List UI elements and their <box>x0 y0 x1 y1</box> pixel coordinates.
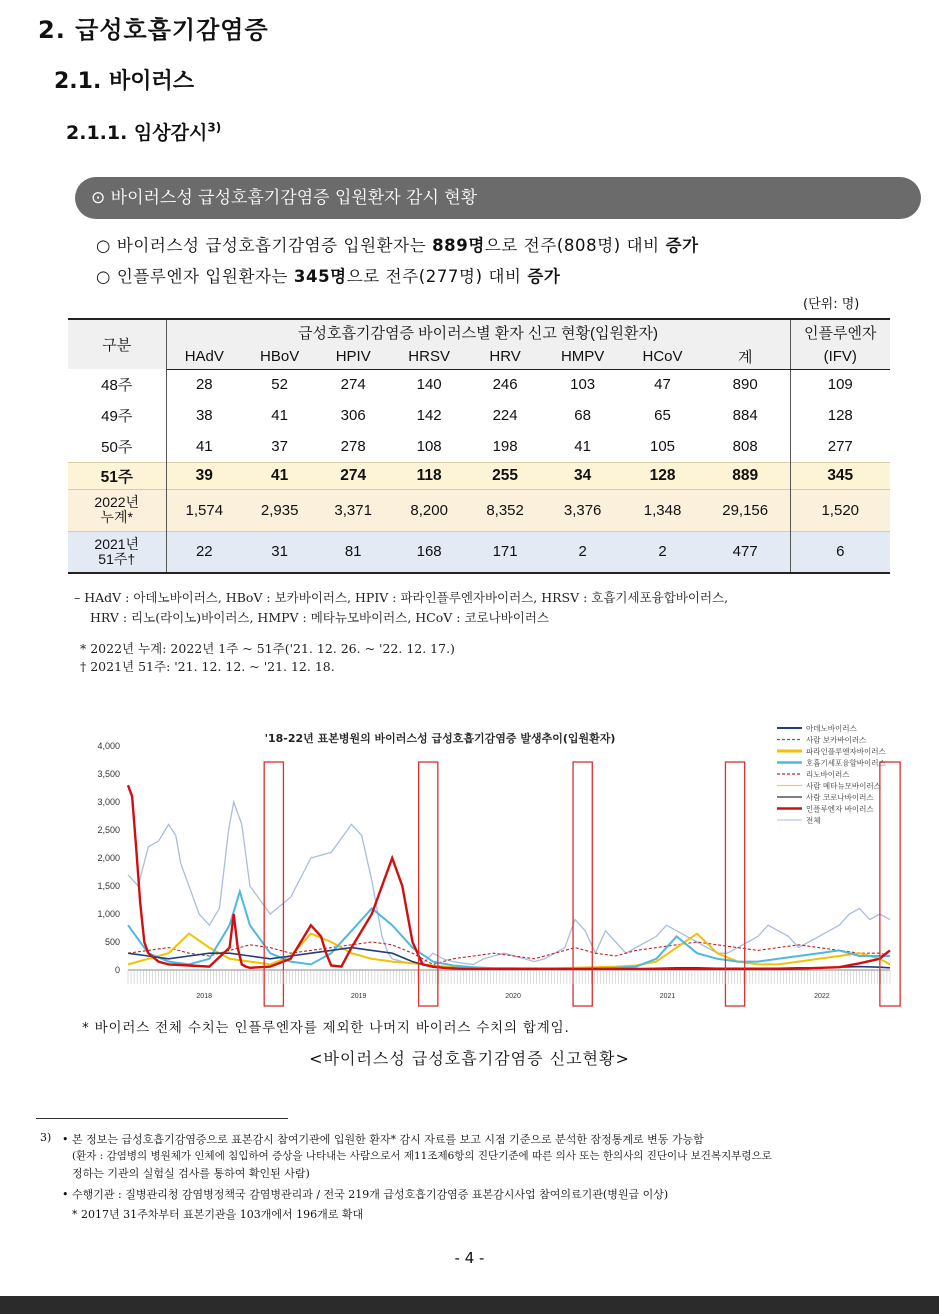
table-cell: 8,352 <box>469 489 541 531</box>
col-header: HRSV <box>389 345 469 369</box>
row-label: 49주 <box>68 400 166 431</box>
year-label: 2019 <box>350 993 367 1000</box>
legend-label: 호흡기세포융합바이러스 <box>806 758 886 768</box>
table-row <box>68 531 890 573</box>
table-cell: 142 <box>416 407 442 424</box>
table-row <box>68 489 890 531</box>
col-header: HCoV <box>624 345 701 369</box>
col-header: HAdV <box>166 345 242 369</box>
footnote-line: • 수행기관 : 질병관리청 감염병정책국 감염병관리과 / 전국 219개 급성호흡기감염증 표본감시사업 참여의료기관(병원급 이상) <box>62 1188 669 1201</box>
table-cell: 8,200 <box>389 489 469 531</box>
table-cell: 171 <box>469 531 541 573</box>
table-cell: 278 <box>340 437 366 455</box>
y-tick-label: 0 <box>114 965 120 975</box>
row-label: 50주 <box>68 431 166 462</box>
table-cell: 22 <box>166 531 242 573</box>
table-cell: 246 <box>492 376 518 394</box>
table-cell: 274 <box>340 376 366 394</box>
legend-label: 파라인플루엔자바이러스 <box>806 747 886 756</box>
footnote-divider <box>36 1118 288 1119</box>
legend-label: 아데노바이러스 <box>806 724 857 733</box>
table-cell: 274 <box>317 462 389 489</box>
figure-caption: <바이러스성 급성호흡기감염증 신고현황> <box>309 1049 630 1068</box>
surveillance-table <box>68 318 890 574</box>
table-cell: 1,574 <box>166 489 242 531</box>
cum-note: * 2022년 누계: 2022년 1주 ~ 51주('21. 12. 26. ~ '22. 12. 17.) <box>80 641 455 656</box>
prev-note: † 2021년 51주: '21. 12. 12. ~ '21. 12. 18. <box>80 659 335 674</box>
table-cell: 41 <box>271 407 288 424</box>
table-cell: 29,156 <box>701 489 790 531</box>
series-line <box>128 785 890 969</box>
highlight-box <box>419 762 438 1006</box>
table-cell: 884 <box>701 400 790 431</box>
year-label: 2021 <box>659 993 676 1000</box>
col-header: HMPV <box>541 345 624 369</box>
legend-label: 전체 <box>806 816 821 825</box>
highlight-box <box>880 762 900 1006</box>
legend-label: 사람 코로나바이러스 <box>806 793 874 802</box>
table-cell: 198 <box>492 437 518 455</box>
row-label: 51주 <box>68 462 166 489</box>
chart-note: * 바이러스 전체 수치는 인플루엔자를 제외한 나머지 바이러스 수치의 합계임. <box>82 1020 570 1036</box>
table-cell: 108 <box>416 437 442 455</box>
table-cell: 345 <box>790 462 890 489</box>
table-cell: 2 <box>624 531 701 573</box>
y-tick-label: 3,000 <box>97 797 120 807</box>
legend-label: 인플루엔자 바이러스 <box>806 804 874 814</box>
table-cell: 105 <box>650 437 676 455</box>
y-tick-label: 4,000 <box>97 741 120 751</box>
table-cell: 3,376 <box>541 489 624 531</box>
y-tick-label: 2,000 <box>97 853 120 863</box>
footnote-mark: 3) <box>40 1131 52 1144</box>
section-heading: 2. 급성호흡기감염증 <box>38 16 269 44</box>
table-cell: 2 <box>541 531 624 573</box>
table-cell: 2,935 <box>242 489 317 531</box>
trend-chart <box>80 718 910 1008</box>
table-cell: 1,348 <box>624 489 701 531</box>
table-row <box>68 431 890 462</box>
y-tick-label: 500 <box>104 937 120 947</box>
virus-group-header: 급성호흡기감염증 바이러스별 환자 신고 현황(입원환자) <box>166 319 790 345</box>
table-cell: 128 <box>624 462 701 489</box>
table-cell: 39 <box>166 462 242 489</box>
footnote-line: * 2017년 31주차부터 표본기관을 103개에서 196개로 확대 <box>72 1208 364 1221</box>
chart-title: '18-22년 표본병원의 바이러스성 급성호흡기감염증 발생추이(입원환자) <box>264 732 616 745</box>
table-cell: 41 <box>574 437 591 455</box>
table-cell: 128 <box>827 407 853 424</box>
col-group-header: 구분 <box>68 319 166 369</box>
bottom-bar <box>0 1296 939 1314</box>
table-cell: 890 <box>701 369 790 400</box>
summary-banner: ⊙ 바이러스성 급성호흡기감염증 입원환자 감시 현황 <box>75 177 921 219</box>
table-cell: 1,520 <box>790 489 890 531</box>
unit-label: (단위: 명) <box>803 297 860 312</box>
series-line <box>128 892 890 969</box>
series-line <box>128 802 890 964</box>
table-cell: 889 <box>701 462 790 489</box>
table-cell: 81 <box>317 531 389 573</box>
table-cell: 31 <box>242 531 317 573</box>
table-cell: 37 <box>271 437 288 455</box>
table-cell: 65 <box>654 407 671 424</box>
y-tick-label: 2,500 <box>97 825 120 835</box>
footnote-line: 정하는 기관의 실험실 검사를 통하여 확인된 사람) <box>72 1167 310 1180</box>
y-tick-label: 3,500 <box>97 769 120 779</box>
abbr-note-2: HRV : 리노(라이노)바이러스, HMPV : 메타뉴모바이러스, HCoV : 코로나바이러스 <box>90 610 549 625</box>
footnote-line: • 본 정보는 급성호흡기감염증으로 표본감시 참여기관에 입원한 환자* 감시 자료를 보고 시점 기준으로 분석한 잠정통계로 변동 가능함 <box>62 1133 704 1146</box>
highlight-box <box>264 762 283 1006</box>
footnote-line: (환자 : 감염병의 병원체가 인체에 침입하여 증상을 나타내는 사람으로서 제11조제6항의 진단기준에 따른 의사 또는 한의사의 진단이나 보건복지부령으로 <box>72 1150 772 1162</box>
table-cell: 255 <box>469 462 541 489</box>
table-cell: 168 <box>389 531 469 573</box>
footnote-ref: 3) <box>207 120 222 135</box>
table-cell: 52 <box>271 376 288 394</box>
table-cell: 47 <box>654 376 671 394</box>
table-cell: 808 <box>701 431 790 462</box>
table-cell: 103 <box>570 376 596 394</box>
table-cell: 6 <box>790 531 890 573</box>
table-cell: 68 <box>574 407 591 424</box>
table-cell: 3,371 <box>317 489 389 531</box>
table-cell: 109 <box>827 376 853 394</box>
legend-label: 사람 메타뉴모바이러스 <box>806 781 881 791</box>
subsection-heading: 2.1. 바이러스 <box>54 69 194 94</box>
subsubsection-heading: 2.1.1. 임상감시$^{3)}$ <box>66 120 222 144</box>
table-cell: 41 <box>195 437 213 455</box>
table-row <box>68 462 890 489</box>
table-cell: 28 <box>195 376 213 394</box>
col-header: 계 <box>701 345 790 369</box>
year-label: 2018 <box>196 993 212 1000</box>
table-cell: 118 <box>389 462 469 489</box>
table-cell: 38 <box>195 407 213 424</box>
table-cell: 41 <box>242 462 317 489</box>
row-label: 48주 <box>68 369 166 400</box>
flu-header-sub: (IFV) <box>790 345 890 369</box>
flu-header: 인플루엔자 <box>790 319 890 345</box>
col-header: HBoV <box>242 345 317 369</box>
table-row <box>68 400 890 431</box>
table-cell: 140 <box>416 376 442 394</box>
legend-label: 사람 보카바이러스 <box>806 735 867 745</box>
table-row <box>68 369 890 400</box>
table-cell: 477 <box>701 531 790 573</box>
summary-bullet-1: ○ 바이러스성 급성호흡기감염증 입원환자는 889명으로 전주(808명) 대비 증가 <box>96 236 699 255</box>
table-cell: 224 <box>492 407 518 424</box>
year-label: 2022 <box>814 993 830 1000</box>
y-tick-label: 1,500 <box>97 881 120 891</box>
table-cell: 34 <box>541 462 624 489</box>
y-tick-label: 1,000 <box>97 909 120 919</box>
col-header: HRV <box>469 345 541 369</box>
table-cell: 306 <box>340 407 366 424</box>
summary-bullet-2: ○ 인플루엔자 입원환자는 345명으로 전주(277명) 대비 증가 <box>96 267 561 286</box>
abbr-note-1: – HAdV : 아데노바이러스, HBoV : 보카바이러스, HPIV : 파라인플루엔자바이러스, HRSV : 호흡기세포융합바이러스, <box>74 590 729 605</box>
col-header: HPIV <box>317 345 389 369</box>
page-number: - 4 - <box>454 1249 485 1267</box>
year-label: 2020 <box>505 993 521 1000</box>
table-cell: 277 <box>827 437 853 455</box>
row-label: 2021년 51주† <box>68 531 166 573</box>
row-label: 2022년 누계* <box>68 489 166 531</box>
legend-label: 리노바이러스 <box>806 770 850 779</box>
